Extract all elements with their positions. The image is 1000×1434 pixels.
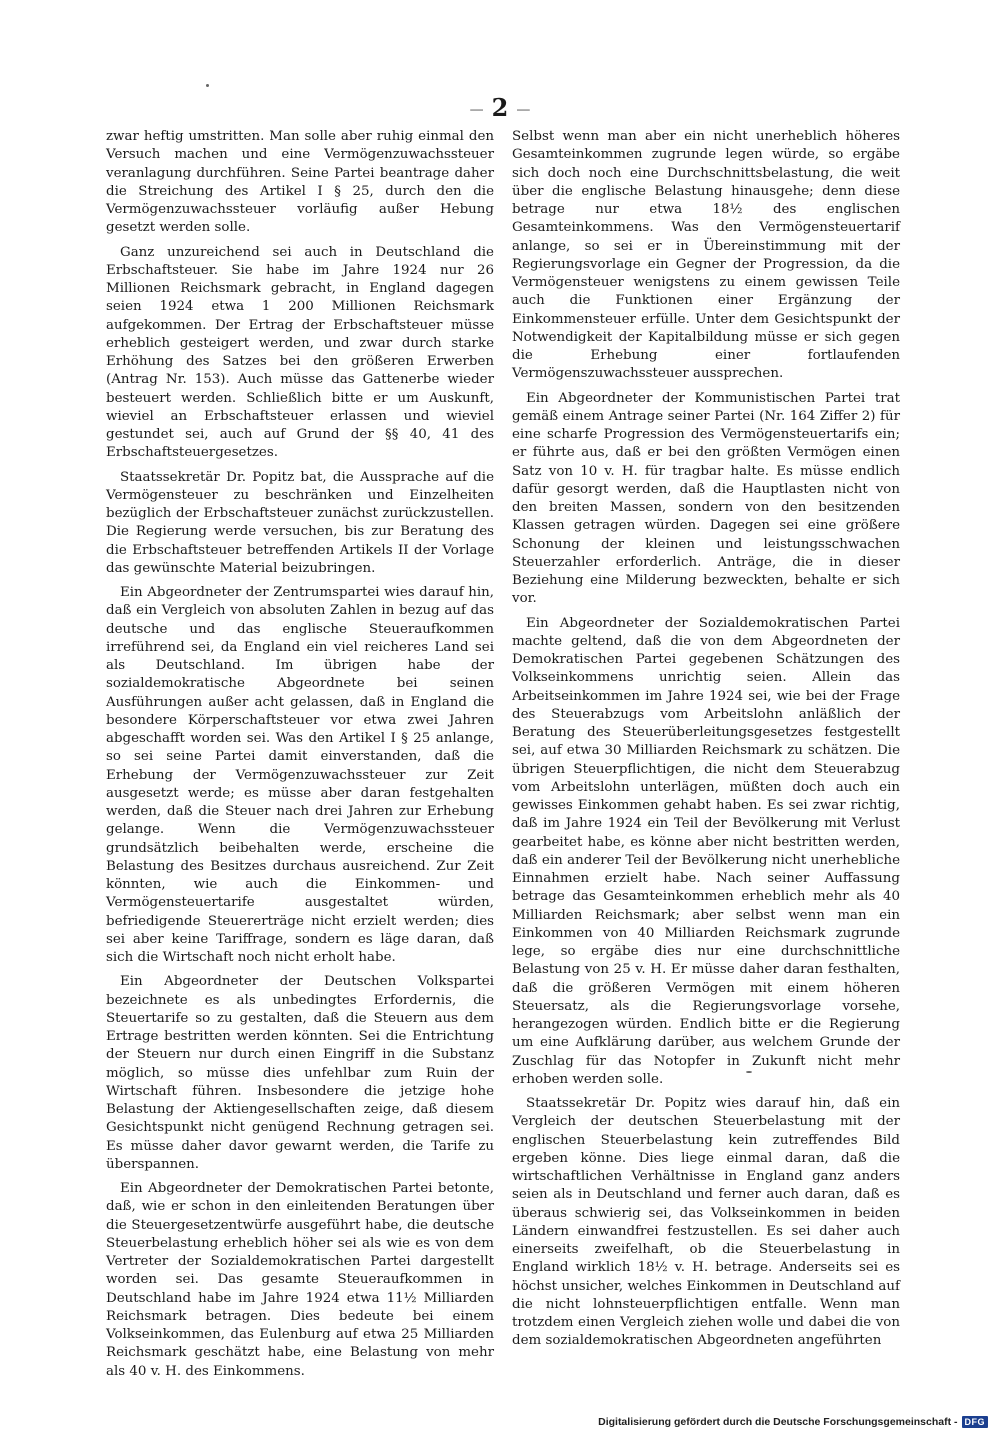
page-number-dash-left: —	[469, 101, 484, 118]
paragraph: Ein Abgeordneter der Sozialdemokratischen Partei machte geltend, daß die von dem Abgeordneten der Demokratischen Partei gegebenen Schätzungen des Volkseinkommens unrichtig seien. Allein das Arbeitseinkommen im Jahre 1924 sei, wie bei der Frage des Steuerabzugs vom Arbeitslohn anläßlich der Beratung des Steuerüberleitungsgesetzes festgestellt sei, auf etwa 30 Milliarden Reichsmark zu schätzen. Die übrigen Steuerpflichtigen, die nicht dem Steuerabzug vom Arbeitslohn unterlägen, müßten doch auch ein gewisses Einkommen gehabt haben. Es sei zwar richtig, daß im Jahre 1924 ein Teil der Bevölkerung mit Verlust gearbeitet habe, es könne aber nicht bestritten werden, daß ein anderer Teil der Bevölkerung nicht unerhebliche Einnahmen erzielt habe. Nach seiner Auffassung betrage das Gesamteinkommen erheblich mehr als 40 Milliarden Reichsmark; aber selbst wenn man ein Einkommen von 40 Milliarden Reichsmark zugrunde lege, so ergäbe dies nur eine durchschnittliche Belastung von 25 v. H. Er müsse daher daran festhalten, daß die größeren Vermögen mit einem höheren Steuersatz, als die Regierungsvorlage vorsehe, herangezogen würden. Endlich bitte er die Regierung um eine Aufklärung darüber, aus welchem Grunde der Zuschlag für das Notopfer in Zukunft nicht mehr erhoben werden solle.	[512, 615, 900, 1087]
paragraph: Ein Abgeordneter der Zentrumspartei wies darauf hin, daß ein Vergleich von absoluten Zahlen in bezug auf das deutsche und das englische Steueraufkommen irreführend sei, da England ein viel reicheres Land sei als Deutschland. Im übrigen habe der sozialdemokratische Abgeordnete bei seinen Ausführungen außer acht gelassen, daß in England die besondere Körperschaftsteuer vor etwa zwei Jahren abgeschafft worden sei. Was den Artikel I § 25 anlange, so sei seine Partei damit einverstanden, daß die Erhebung der Vermögenzuwachssteuer zur Zeit ausgesetzt werde; es müsse aber daran festgehalten werden, daß die Steuer nach drei Jahren zur Erhebung gelange. Wenn die Vermögenzuwachssteuer grundsätzlich beibehalten werde, erscheine die Belastung des Besitzes durchaus ausreichend. Zur Zeit könnten, wie auch die Einkommen- und Vermögensteuertarife ausgestaltet würden, befriedigende Steuererträge nicht erzielt werden; dies sei aber keine Tariffrage, sondern es läge daran, daß sich die Wirtschaft noch nicht erholt habe.	[106, 585, 494, 965]
paragraph: Staatssekretär Dr. Popitz bat, die Aussprache auf die Vermögensteuer zu beschränken und Einzelheiten bezüglich der Erbschaftsteuer zunächst zurückzustellen. Die Regierung werde versuchen, bis zur Beratung des die Erbschaftsteuer betreffenden Artikels II der Vorlage das gewünschte Material beizubringen.	[106, 469, 494, 576]
paragraph: Ein Abgeordneter der Deutschen Volkspartei bezeichnete es als unbedingtes Erfordernis, die Steuertarife so zu gestalten, daß die Steuern aus dem Ertrage bestritten werden könnten. Sei die Entrichtung der Steuern nur durch einen Eingriff in die Substanz möglich, so müsse dies unfehlbar zum Ruin der Wirtschaft führen. Insbesondere die jetzige hohe Belastung der Aktiengesellschaften zeige, daß diesem Gesichtspunkt nicht genügend Rechnung getragen sei. Es müsse daher davor gewarnt werden, die Tarife zu überspannen.	[106, 974, 494, 1172]
paragraph: Selbst wenn man aber ein nicht unerheblich höheres Gesamteinkommen zugrunde legen würde, so ergäbe sich doch noch eine Durchschnittsbelastung, die weit über die englische Belastung hinausgehe; denn diese betrage nur etwa 18½ des englischen Gesamteinkommens. Was den Vermögensteuertarif anlange, so sei er in Übereinstimmung mit der Regierungsvorlage ein Gegner der Progression, da die Vermögensteuer wenigstens zu einem gewissen Teile auch die Funktionen einer Ergänzung der Einkommensteuer erfülle. Unter dem Gesichtspunkt der Notwendigkeit der Kapitalbildung müsse er sich gegen die Erhebung einer fortlaufenden Vermögenszuwachssteuer aussprechen.	[512, 129, 900, 382]
paragraph: Ein Abgeordneter der Demokratischen Partei betonte, daß, wie er schon in den einleitenden Beratungen über die Steuergesetzentwürfe ausgeführt habe, die deutsche Steuerbelastung erheblich höher sei als wie es von dem Vertreter der Sozialdemokratischen Partei dargestellt worden sei. Das gesamte Steueraufkommen in Deutschland habe im Jahre 1924 etwa 11½ Milliarden Reichsmark betragen. Dies bedeute bei einem Volkseinkommen, das Eulenburg auf etwa 25 Milliarden Reichsmark geschätzt habe, eine Belastung von mehr als 40 v. H. des Einkommens.	[106, 1181, 494, 1379]
left-column	[106, 128, 494, 1387]
dfg-logo: DFG	[962, 1416, 989, 1428]
scan-speck	[206, 84, 209, 87]
page-number: 2	[491, 93, 509, 122]
paragraph: Staatssekretär Dr. Popitz wies darauf hin, daß ein Vergleich der deutschen Steuerbelastung mit der englischen Steuerbelastung kein zutreffendes Bild ergeben könne. Dies liege einmal daran, daß die wirtschaftlichen Verhältnisse in England ganz anders seien als in Deutschland und ferner auch daran, daß es überaus schwierig sei, das Volkseinkommen in beiden Ländern einwandfrei festzustellen. Es sei daher auch einerseits zweifelhaft, ob die Steuerbelastung in England wirklich 18½ v. H. betrage. Anderseits sei es höchst unsicher, welches Einkommen in Deutschland auf die nicht lohnsteuerpflichtigen entfalle. Wenn man trotzdem einen Vergleich ziehen wolle und dabei die von dem sozialdemokratischen Abgeordneten angeführten	[512, 1096, 900, 1349]
right-column	[512, 128, 900, 1357]
page-number-header	[0, 95, 1000, 123]
digitization-footer	[598, 1416, 988, 1428]
paragraph: zwar heftig umstritten. Man solle aber ruhig einmal den Versuch machen und eine Vermögenzuwachssteuer veranlagung durchführen. Seine Partei beantrage daher die Streichung des Artikel I § 25, durch den die Vermögenzuwachssteuer vorläufig außer Hebung gesetzt werden solle.	[106, 129, 494, 236]
paragraph: Ganz unzureichend sei auch in Deutschland die Erbschaftsteuer. Sie habe im Jahre 1924 nur 26 Millionen Reichsmark gebracht, in England dagegen seien 1924 etwa 1 200 Millionen Reichsmark aufgekommen. Der Ertrag der Erbschaftsteuer müsse erheblich gesteigert werden, und zwar durch starke Erhöhung des Satzes bei den größeren Erwerben (Antrag Nr. 153). Auch müsse das Gattenerbe wieder besteuert werden. Schließlich bitte er um Auskunft, wieviel an Erbschaftsteuer erlassen und wieviel gestundet sei, auch auf Grund der §§ 40, 41 des Erbschaftsteuergesetzes.	[106, 244, 494, 461]
footer-credit-text: Digitalisierung gefördert durch die Deutsche Forschungsgemeinschaft -	[598, 1416, 958, 1428]
page-number-dash-right: —	[516, 101, 531, 118]
paragraph: Ein Abgeordneter der Kommunistischen Partei trat gemäß einem Antrage seiner Partei (Nr. 164 Ziffer 2) für eine scharfe Progression des Vermögensteuertarifs ein; er führte aus, daß er bei den größten Vermögen einen Satz von 10 v. H. für tragbar halte. Es müsse endlich dafür gesorgt werden, daß die Hauptlasten nicht von den breiten Massen, sondern von den besitzenden Klassen getragen würden. Dagegen sei eine größere Schonung der kleinen und leistungsschwachen Steuerzahler erforderlich. Anträge, die in dieser Beziehung eine Milderung bezweckten, behalte er sich vor.	[512, 390, 900, 607]
